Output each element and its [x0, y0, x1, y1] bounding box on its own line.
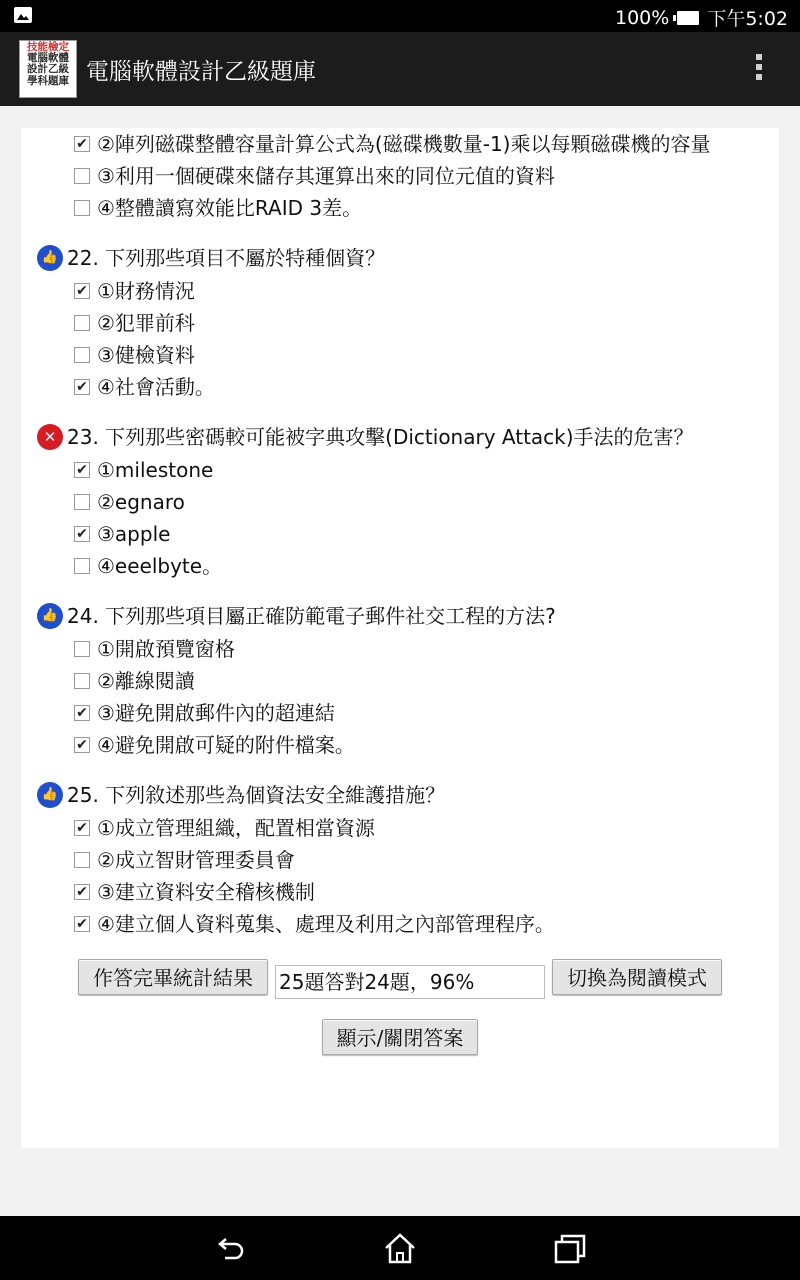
question-list[interactable]	[21, 128, 779, 1148]
checkbox-checked[interactable]: ✔	[74, 283, 90, 299]
answer-option[interactable]	[21, 160, 779, 192]
question-item	[21, 599, 779, 761]
answer-option[interactable]	[21, 812, 779, 844]
checkbox-unchecked[interactable]	[74, 315, 90, 331]
answer-option[interactable]	[21, 550, 779, 582]
option-label: ③健檢資料	[97, 343, 195, 367]
answer-option[interactable]	[21, 876, 779, 908]
option-label: ①成立管理組織，配置相當資源	[97, 816, 375, 840]
question-title: ✕ 23. 下列那些密碼較可能被字典攻擊(Dictionary Attack)手法的危害？	[21, 420, 779, 454]
option-label: ④整體讀寫效能比RAID 3差。	[97, 196, 363, 220]
checkbox-unchecked[interactable]	[74, 200, 90, 216]
option-label: ③建立資料安全稽核機制	[97, 880, 315, 904]
answer-option[interactable]	[21, 192, 779, 224]
thumbs-up-icon: 👍	[37, 603, 63, 629]
answer-option[interactable]	[21, 633, 779, 665]
option-label: ④eeelbyte。	[97, 554, 223, 578]
overflow-menu-icon[interactable]	[756, 54, 762, 84]
partial-question	[21, 128, 779, 224]
app-bar	[0, 32, 800, 106]
answer-option[interactable]	[21, 486, 779, 518]
thumbs-up-icon: 👍	[37, 245, 63, 271]
question-title: 👍 24. 下列那些項目屬正確防範電子郵件社交工程的方法?	[21, 599, 779, 633]
checkbox-unchecked[interactable]	[74, 673, 90, 689]
checkbox-checked[interactable]: ✔	[74, 136, 90, 152]
checkbox-checked[interactable]: ✔	[74, 916, 90, 932]
navigation-bar	[0, 1216, 800, 1280]
question-item	[21, 420, 779, 582]
checkbox-checked[interactable]: ✔	[74, 379, 90, 395]
answer-option[interactable]	[21, 128, 779, 160]
checkbox-checked[interactable]: ✔	[74, 526, 90, 542]
option-label: ②egnaro	[97, 490, 185, 514]
app-logo: 技能檢定 電腦軟體 設計乙級 學科題庫	[19, 40, 77, 98]
answer-option[interactable]	[21, 275, 779, 307]
answer-controls	[21, 957, 779, 1097]
option-label: ②成立智財管理委員會	[97, 848, 295, 872]
checkbox-unchecked[interactable]	[74, 347, 90, 363]
option-label: ①開啟預覽窗格	[97, 637, 235, 661]
question-item	[21, 241, 779, 403]
back-icon[interactable]	[213, 1232, 247, 1266]
checkbox-unchecked[interactable]	[74, 494, 90, 510]
question-title: 👍 22. 下列那些項目不屬於特種個資？	[21, 241, 779, 275]
answer-option[interactable]	[21, 908, 779, 940]
home-icon[interactable]	[383, 1232, 417, 1266]
answer-option[interactable]	[21, 697, 779, 729]
option-label: ④社會活動。	[97, 375, 215, 399]
status-bar	[0, 0, 800, 32]
checkbox-unchecked[interactable]	[74, 168, 90, 184]
clock: 下午5:02	[707, 8, 788, 30]
checkbox-checked[interactable]: ✔	[74, 705, 90, 721]
image-notification-icon	[14, 6, 32, 28]
option-label: ③apple	[97, 522, 171, 546]
answer-option[interactable]	[21, 844, 779, 876]
thumbs-up-icon: 👍	[37, 782, 63, 808]
option-label: ③利用一個硬碟來儲存其運算出來的同位元值的資料	[97, 164, 555, 188]
checkbox-checked[interactable]: ✔	[74, 462, 90, 478]
answer-option[interactable]	[21, 371, 779, 403]
option-label: ③避免開啟郵件內的超連結	[97, 701, 335, 725]
option-label: ②犯罪前科	[97, 311, 195, 335]
battery-icon	[677, 11, 699, 25]
wrong-x-icon: ✕	[37, 424, 63, 450]
option-label: ②陣列磁碟整體容量計算公式為(磁碟機數量-1)乘以每顆磁碟機的容量	[97, 132, 711, 156]
question-title: 👍 25. 下列敘述那些為個資法安全維護措施？	[21, 778, 779, 812]
answer-option[interactable]	[21, 729, 779, 761]
stats-button[interactable]: 作答完畢統計結果	[78, 959, 268, 995]
option-label: ④建立個人資料蒐集、處理及利用之內部管理程序。	[97, 912, 555, 936]
battery-percent: 100%	[615, 6, 670, 29]
checkbox-checked[interactable]: ✔	[74, 820, 90, 836]
result-field[interactable]: 25題答對24題，96%	[275, 965, 545, 999]
option-label: ①財務情況	[97, 279, 195, 303]
option-label: ①milestone	[97, 458, 214, 482]
option-label: ④避免開啟可疑的附件檔案。	[97, 733, 355, 757]
app-title: 電腦軟體設計乙級題庫	[86, 59, 316, 85]
answer-option[interactable]	[21, 339, 779, 371]
checkbox-checked[interactable]: ✔	[74, 884, 90, 900]
recent-apps-icon[interactable]	[553, 1232, 587, 1266]
checkbox-checked[interactable]: ✔	[74, 737, 90, 753]
option-label: ②離線閱讀	[97, 669, 195, 693]
answer-option[interactable]	[21, 665, 779, 697]
toggle-answer-button[interactable]: 顯示/關閉答案	[322, 1019, 478, 1055]
reading-mode-button[interactable]: 切換為閱讀模式	[552, 959, 722, 995]
checkbox-unchecked[interactable]	[74, 852, 90, 868]
checkbox-unchecked[interactable]	[74, 558, 90, 574]
answer-option[interactable]	[21, 454, 779, 486]
question-item	[21, 778, 779, 940]
checkbox-unchecked[interactable]	[74, 641, 90, 657]
answer-option[interactable]	[21, 307, 779, 339]
answer-option[interactable]	[21, 518, 779, 550]
